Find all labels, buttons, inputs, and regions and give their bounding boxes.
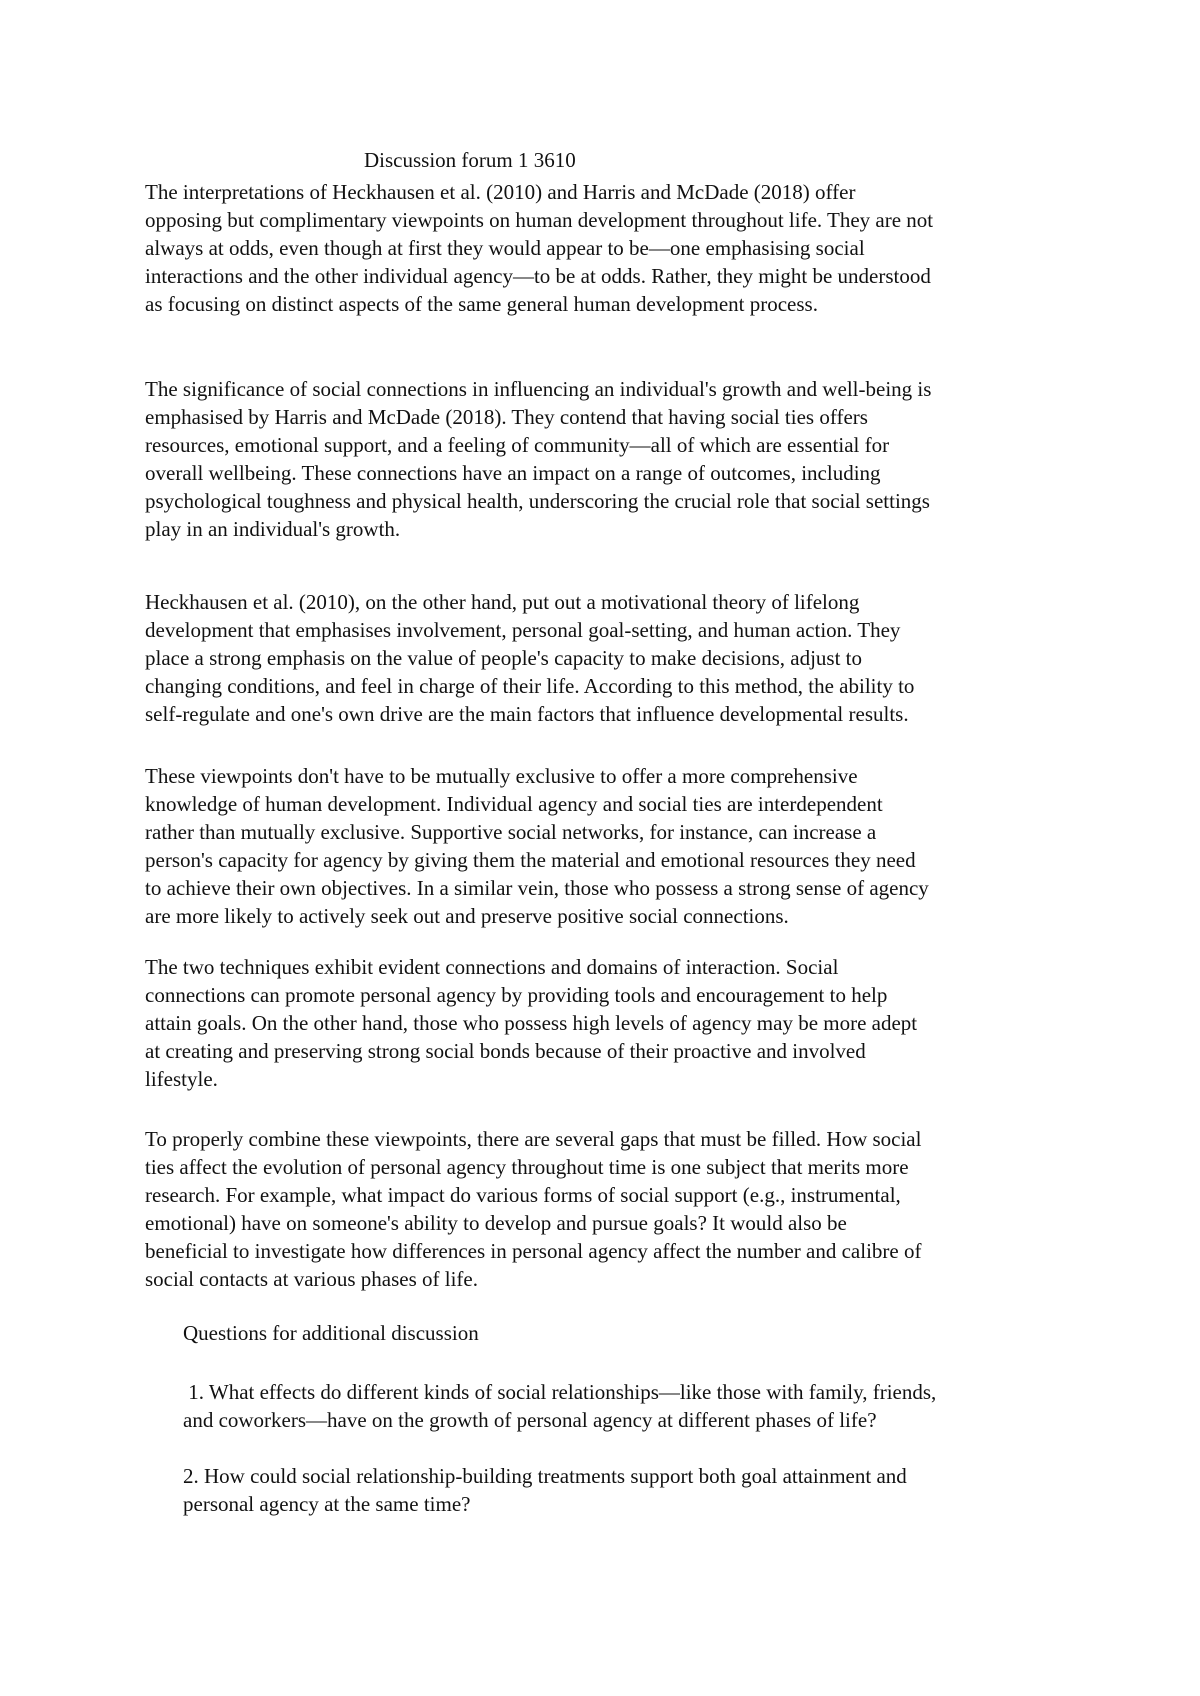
text-line: emotional) have on someone's ability to develop and pursue goals? It would also be <box>145 1211 847 1235</box>
text-line: development that emphasises involvement, personal goal-setting, and human action. They <box>145 618 901 642</box>
text-line: Questions for additional discussion <box>183 1321 479 1345</box>
text-line: always at odds, even though at first they would appear to be—one emphasising social <box>145 236 865 260</box>
text-line: resources, emotional support, and a feeling of community—all of which are essential for <box>145 433 890 457</box>
text-line: person's capacity for agency by giving them the material and emotional resources they need <box>145 848 916 872</box>
text-line: attain goals. On the other hand, those who possess high levels of agency may be more adept <box>145 1011 918 1035</box>
text-line: beneficial to investigate how differences in personal agency affect the number and calibre of <box>145 1239 922 1263</box>
paragraph-two-techniques <box>145 953 1075 1093</box>
text-line: research. For example, what impact do various forms of social support (e.g., instrumental, <box>145 1183 901 1207</box>
text-line: rather than mutually exclusive. Supportive social networks, for instance, can increase a <box>145 820 877 844</box>
paragraph-gaps <box>145 1125 1075 1293</box>
paragraph-interpretations <box>145 178 1075 318</box>
paragraph-viewpoints <box>145 762 1075 930</box>
text-line: psychological toughness and physical health, underscoring the crucial role that social settings <box>145 489 930 513</box>
text-line: at creating and preserving strong social bonds because of their proactive and involved <box>145 1039 866 1063</box>
text-line: Heckhausen et al. (2010), on the other hand, put out a motivational theory of lifelong <box>145 590 860 614</box>
text-line: knowledge of human development. Individual agency and social ties are interdependent <box>145 792 883 816</box>
text-line: are more likely to actively seek out and preserve positive social connections. <box>145 904 789 928</box>
text-line: overall wellbeing. These connections have an impact on a range of outcomes, including <box>145 461 881 485</box>
text-line: To properly combine these viewpoints, there are several gaps that must be filled. How social <box>145 1127 922 1151</box>
question-item-2 <box>183 1462 1073 1518</box>
paragraph-social-connections <box>145 375 1075 543</box>
paragraph-heckhausen <box>145 588 1075 728</box>
text-line: connections can promote personal agency by providing tools and encouragement to help <box>145 983 888 1007</box>
text-line: to achieve their own objectives. In a similar vein, those who possess a strong sense of agency <box>145 876 929 900</box>
questions-heading <box>183 1319 1073 1347</box>
text-line: as focusing on distinct aspects of the same general human development process. <box>145 292 818 316</box>
question-item-1 <box>183 1378 1073 1434</box>
text-line: These viewpoints don't have to be mutually exclusive to offer a more comprehensive <box>145 764 858 788</box>
text-line: play in an individual's growth. <box>145 517 401 541</box>
text-line: 1. What effects do different kinds of social relationships—like those with family, friends, <box>183 1380 937 1404</box>
text-line: The two techniques exhibit evident connections and domains of interaction. Social <box>145 955 839 979</box>
text-line: emphasised by Harris and McDade (2018). They contend that having social ties offers <box>145 405 868 429</box>
text-line: and coworkers—have on the growth of personal agency at different phases of life? <box>183 1408 877 1432</box>
text-line: The significance of social connections in influencing an individual's growth and well-being is <box>145 377 932 401</box>
text-line: place a strong emphasis on the value of people's capacity to make decisions, adjust to <box>145 646 862 670</box>
text-line: self-regulate and one's own drive are the main factors that influence developmental results. <box>145 702 909 726</box>
text-line: ties affect the evolution of personal agency throughout time is one subject that merits more <box>145 1155 909 1179</box>
document-title: Discussion forum 1 3610 <box>364 148 576 172</box>
text-line: interactions and the other individual agency—to be at odds. Rather, they might be understood <box>145 264 931 288</box>
text-line: personal agency at the same time? <box>183 1492 471 1516</box>
text-line: changing conditions, and feel in charge of their life. According to this method, the ability to <box>145 674 915 698</box>
text-line: The interpretations of Heckhausen et al. (2010) and Harris and McDade (2018) offer <box>145 180 856 204</box>
text-line: opposing but complimentary viewpoints on human development throughout life. They are not <box>145 208 934 232</box>
text-line: lifestyle. <box>145 1067 218 1091</box>
text-line: social contacts at various phases of life. <box>145 1267 478 1291</box>
text-line: 2. How could social relationship-building treatments support both goal attainment and <box>183 1464 907 1488</box>
